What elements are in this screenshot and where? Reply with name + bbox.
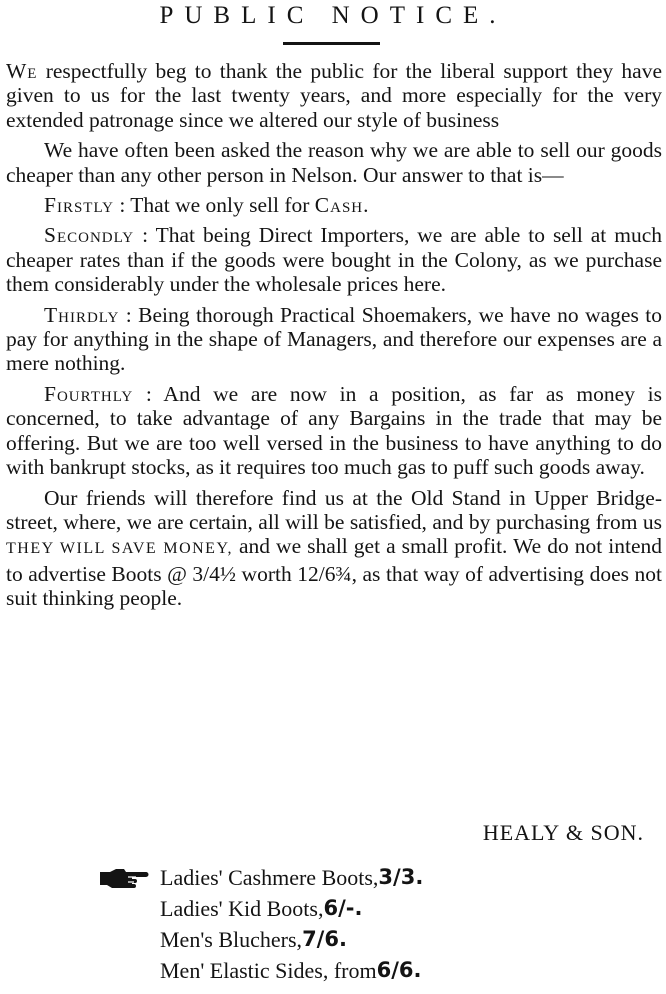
closing-text-start: Our friends will therefore find us at the Old Stand in Upper Bridge-street, where, we are certain, all will be satisfied, and by purchasing from us [6,485,662,534]
price-row [98,955,423,986]
reason-text: : That we only sell for [113,193,315,218]
closing-text-end: and we shall get a small profit. We do not intend to advertise Boots @ 3/4½ worth 12/6¾, as that way of advertising does not suit thinking people. [6,534,662,611]
price-item-label: Men' Elastic Sides, from [160,958,377,983]
paragraph-closing [6,486,662,611]
paragraph-thanks-text: respectfully beg to thank the public for the liberal support they have given to us for the last twenty years, and more especially for the very extended patronage since we altered our style of business [6,59,662,132]
reason-label: Firstly [44,193,114,218]
paragraph-thanks [6,59,662,132]
reason-thirdly [6,303,662,376]
drop-word: We [6,59,38,83]
notice-title: PUBLIC NOTICE. [159,2,507,29]
cash-word: Cash. [314,193,370,218]
reason-text: : And we are now in a position, as far as money is concerned, to take advantage of any Bargains in the trade that may be offering. But we are too well versed in the business to have anything to do with bankrupt stocks, as it requires too much gas to puff such goods away. [6,381,662,480]
price-row [98,924,423,955]
paragraph-question: We have often been asked the reason why we are able to sell our goods cheaper than any other person in Nelson. Our answer to that is— [6,138,662,187]
price-row [98,893,423,924]
price-row [98,862,423,893]
price-item-label: Ladies' Kid Boots, [160,896,324,921]
notice-body [6,59,662,617]
reason-label: Thirdly [44,302,120,327]
reason-secondly [6,223,662,296]
reason-firstly [6,193,662,217]
signature: HEALY & SON. [482,820,644,845]
price-value: 7/6. [302,927,347,951]
reason-label: Fourthly [44,381,134,406]
title-divider [283,42,380,45]
price-value: 6/-. [323,896,363,920]
price-list [98,862,423,986]
price-item-label: Men's Bluchers, [160,927,303,952]
price-value: 3/3. [378,865,424,889]
closing-caps: THEY WILL SAVE MONEY, [6,540,233,558]
reason-text: : That being Direct Importers, we are able to sell at much cheaper rates than if the goods were bought in the Colony, as we purchase them considerably under the wholesale prices here. [6,223,662,297]
reason-text: : Being thorough Practical Shoemakers, we have no wages to pay for anything in the shape of Managers, and therefore our expenses are a mere nothing. [6,302,662,376]
reason-fourthly [6,382,662,480]
price-item-label: Ladies' Cashmere Boots, [160,865,379,890]
price-value: 6/6. [376,958,422,982]
reason-label: Secondly [44,223,135,248]
pointing-hand-icon [98,867,160,889]
